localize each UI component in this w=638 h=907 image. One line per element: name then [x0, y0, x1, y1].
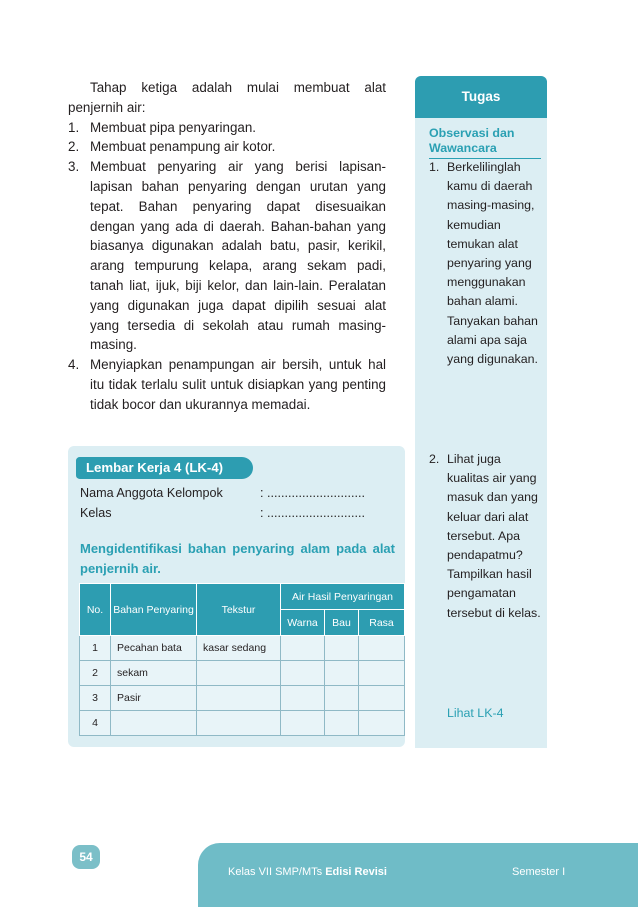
worksheet-title: Mengidentifikasi bahan penyaring alam pada alat penjernih air. — [80, 541, 395, 576]
semester-label: Semester I — [512, 866, 566, 878]
sidebar-title: Tugas — [415, 76, 547, 118]
book-title — [228, 866, 387, 878]
see-lk4-link[interactable]: Lihat LK-4 — [447, 706, 504, 720]
header-no: No. — [80, 584, 111, 636]
cell-warna — [281, 686, 325, 711]
cell-warna — [281, 711, 325, 736]
cell-no: 1 — [80, 636, 111, 661]
step-item — [68, 355, 386, 414]
cell-rasa — [359, 636, 405, 661]
cell-warna — [281, 661, 325, 686]
cell-rasa — [359, 686, 405, 711]
task-number: 1. — [429, 160, 440, 174]
field-blank: : ............................ — [260, 486, 365, 500]
book-prefix: Kelas VII SMP/MTs — [228, 866, 326, 878]
step-text: Menyiapkan penampungan air bersih, untuk hal itu tidak terlalu sulit untuk disiapkan yang penting tidak bocor dan ukurannya memadai. — [90, 357, 386, 412]
field-blank: : ............................ — [260, 506, 365, 520]
worksheet-panel — [68, 446, 405, 747]
header-bahan: Bahan Penyaring — [111, 584, 197, 636]
task-text: Lihat juga kualitas air yang masuk dan yang keluar dari alat tersebut. Apa pendapatmu? Tampilkan hasil pengamatan tersebut di kelas. — [447, 452, 541, 620]
table-row — [80, 661, 405, 686]
cell-warna — [281, 636, 325, 661]
step-number: 3. — [68, 159, 80, 175]
step-text: Membuat pipa penyaringan. — [90, 119, 257, 135]
step-text: Membuat penampung air kotor. — [90, 139, 276, 155]
header-hasil: Air Hasil Penyaringan — [281, 584, 405, 610]
cell-no: 3 — [80, 686, 111, 711]
cell-tekstur — [197, 661, 281, 686]
step-number: 4. — [68, 357, 80, 373]
cell-tekstur — [197, 711, 281, 736]
header-warna: Warna — [281, 610, 325, 636]
cell-no: 4 — [80, 711, 111, 736]
book-edition: Edisi Revisi — [325, 866, 387, 878]
header-rasa: Rasa — [359, 610, 405, 636]
field-label: Nama Anggota Kelompok — [80, 486, 223, 500]
field-label: Kelas — [80, 506, 112, 520]
step-text: Membuat penyaring air yang berisi lapisan-lapisan bahan penyaring dengan urutan yang tepat. Bahan penyaring dapat disesuaikan dengan yang ada di daerah. Bahan-bahan yang biasanya digunakan adalah batu, pasir, kerikil, arang tempurung kelapa, arang sekam padi, tanah liat, ijuk, biji kelor, dan lain-lain. Peralatan yang digunakan juga dapat dipilih sesuai alat yang tersedia di sekolah atau rumah masing-masing. — [90, 159, 386, 353]
main-text — [68, 78, 386, 415]
header-tekstur: Tekstur — [197, 584, 281, 636]
step-item — [68, 157, 386, 355]
header-bau: Bau — [325, 610, 359, 636]
cell-bahan: Pasir — [111, 686, 197, 711]
cell-no: 2 — [80, 661, 111, 686]
table-row — [80, 711, 405, 736]
cell-bau — [325, 661, 359, 686]
step-item — [68, 137, 386, 157]
cell-rasa — [359, 661, 405, 686]
cell-rasa — [359, 711, 405, 736]
cell-tekstur — [197, 686, 281, 711]
page-number: 54 — [72, 845, 100, 869]
cell-bau — [325, 686, 359, 711]
task-number: 2. — [429, 452, 440, 466]
cell-bau — [325, 636, 359, 661]
task-text: Berkelilinglah kamu di daerah masing-masing, kemudian temukan alat penyaring yang menggunakan bahan alami. Tanyakan bahan alami apa saja yang digunakan. — [447, 160, 538, 367]
intro-paragraph: Tahap ketiga adalah mulai membuat alat penjernih air: — [68, 80, 386, 115]
tugas-sidebar — [415, 76, 547, 748]
observation-table — [79, 583, 405, 736]
table-row — [80, 636, 405, 661]
step-number: 2. — [68, 139, 80, 155]
step-item — [68, 118, 386, 138]
table-row — [80, 686, 405, 711]
cell-bahan — [111, 711, 197, 736]
sidebar-subtitle: Observasi dan Wawancara — [429, 126, 541, 159]
cell-bahan: sekam — [111, 661, 197, 686]
cell-bahan: Pecahan bata — [111, 636, 197, 661]
worksheet-tab: Lembar Kerja 4 (LK-4) — [76, 457, 253, 479]
cell-tekstur: kasar sedang — [197, 636, 281, 661]
cell-bau — [325, 711, 359, 736]
step-number: 1. — [68, 119, 80, 135]
steps-list — [68, 118, 386, 415]
